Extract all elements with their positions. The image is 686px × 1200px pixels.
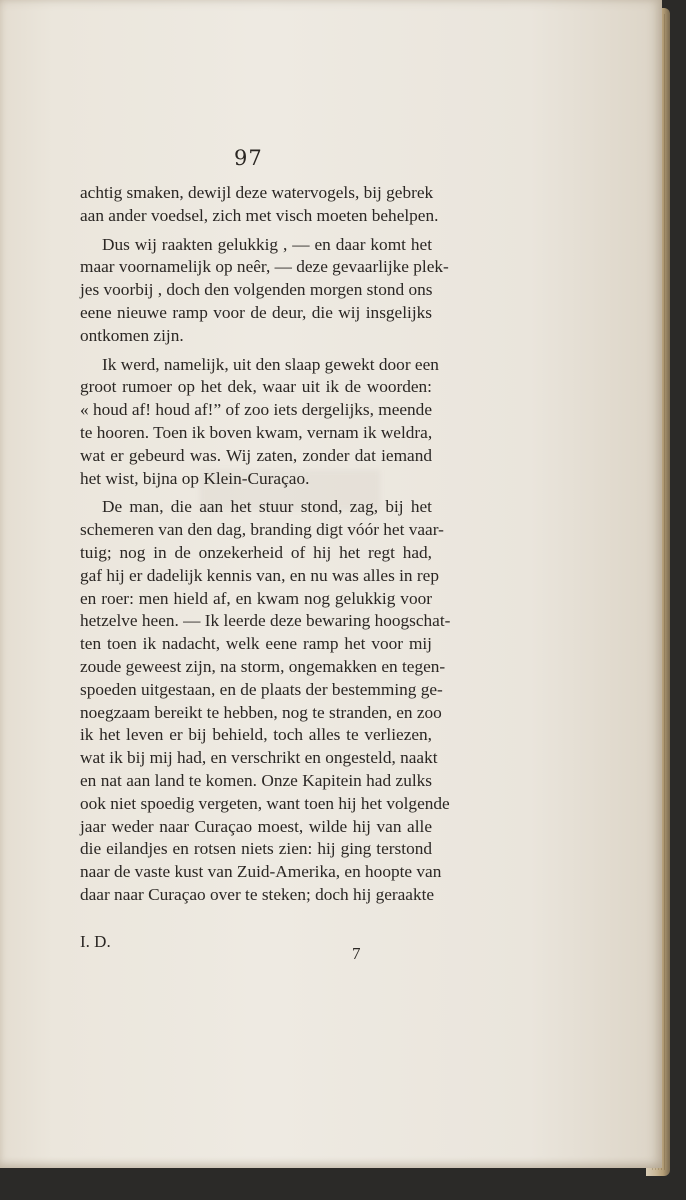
text-line: zoude geweest zijn, na storm, ongemakken en tegen- xyxy=(80,656,446,676)
text-line: en nat aan land te komen. Onze Kapitein had zulks xyxy=(80,770,432,790)
text-line: ik het leven er bij behield, toch alles te verliezen, xyxy=(80,725,432,745)
text-line: daar naar Curaçao over te steken; doch hij geraakte xyxy=(80,884,435,904)
text-line: ook niet spoedig vergeten, want toen hij het volgende xyxy=(80,793,450,813)
text-line: jaar weder naar Curaçao moest, wilde hij van alle xyxy=(80,816,432,836)
paragraph-3 xyxy=(80,354,439,491)
text-line: gaf hij er dadelijk kennis van, en nu was alles in rep xyxy=(80,565,439,585)
text-line: Dus wij raakten gelukkig , — en daar komt het xyxy=(102,234,432,254)
text-line: het wist, bijna op Klein-Curaçao. xyxy=(80,468,310,488)
text-line: noegzaam bereikt te hebben, nog te stranden, en zoo xyxy=(80,702,442,722)
text-line: tuig; nog in de onzekerheid of hij het regt had, xyxy=(80,542,432,562)
text-line: en roer: men hield af, en kwam nog gelukkig voor xyxy=(80,588,432,608)
text-line: De man, die aan het stuur stond, zag, bij het xyxy=(102,497,432,517)
text-line: Ik werd, namelijk, uit den slaap gewekt door een xyxy=(102,354,439,374)
paragraph-4 xyxy=(80,496,451,906)
text-line: te hooren. Toen ik boven kwam, vernam ik weldra, xyxy=(80,422,433,442)
text-line: schemeren van den dag, branding digt vóór het vaar- xyxy=(80,520,444,540)
catchword: 7 xyxy=(352,944,361,963)
text-line: wat ik bij mij had, en verschrikt en ongesteld, naakt xyxy=(80,748,438,768)
text-line: spoeden uitgestaan, en de plaats der bestemming ge- xyxy=(80,679,443,699)
text-line: jes voorbij , doch den volgenden morgen stond ons xyxy=(80,280,433,300)
text-line: maar voornamelijk op neêr, — deze gevaarlijke plek- xyxy=(80,257,449,277)
text-line: ontkomen zijn. xyxy=(80,325,184,345)
paragraph-2 xyxy=(80,234,449,348)
text-line: naar de vaste kust van Zuid-Amerika, en hoopte van xyxy=(80,862,442,882)
text-line: aan ander voedsel, zich met visch moeten behelpen. xyxy=(80,205,439,225)
text-line: die eilandjes en rotsen niets zien: hij ging terstond xyxy=(80,839,432,859)
body-text xyxy=(80,182,451,907)
text-line: wat er gebeurd was. Wij zaten, zonder dat iemand xyxy=(80,445,432,465)
text-line: hetzelve heen. — Ik leerde deze bewaring hoogschat- xyxy=(80,611,451,631)
text-line: ten toen ik nadacht, welk eene ramp het voor mij xyxy=(80,634,432,654)
text-line: eene nieuwe ramp voor de deur, die wij insgelijks xyxy=(80,302,432,322)
signature-mark: I. D. xyxy=(80,932,111,951)
text-line: groot rumoer op het dek, waar uit ik de woorden: xyxy=(80,377,432,397)
text-line: « houd af! houd af!” of zoo iets dergelijks, meende xyxy=(80,400,432,420)
text-line: achtig smaken, dewijl deze watervogels, bij gebrek xyxy=(80,183,434,202)
page-number: 97 xyxy=(234,146,263,170)
paragraph-1 xyxy=(80,182,439,228)
